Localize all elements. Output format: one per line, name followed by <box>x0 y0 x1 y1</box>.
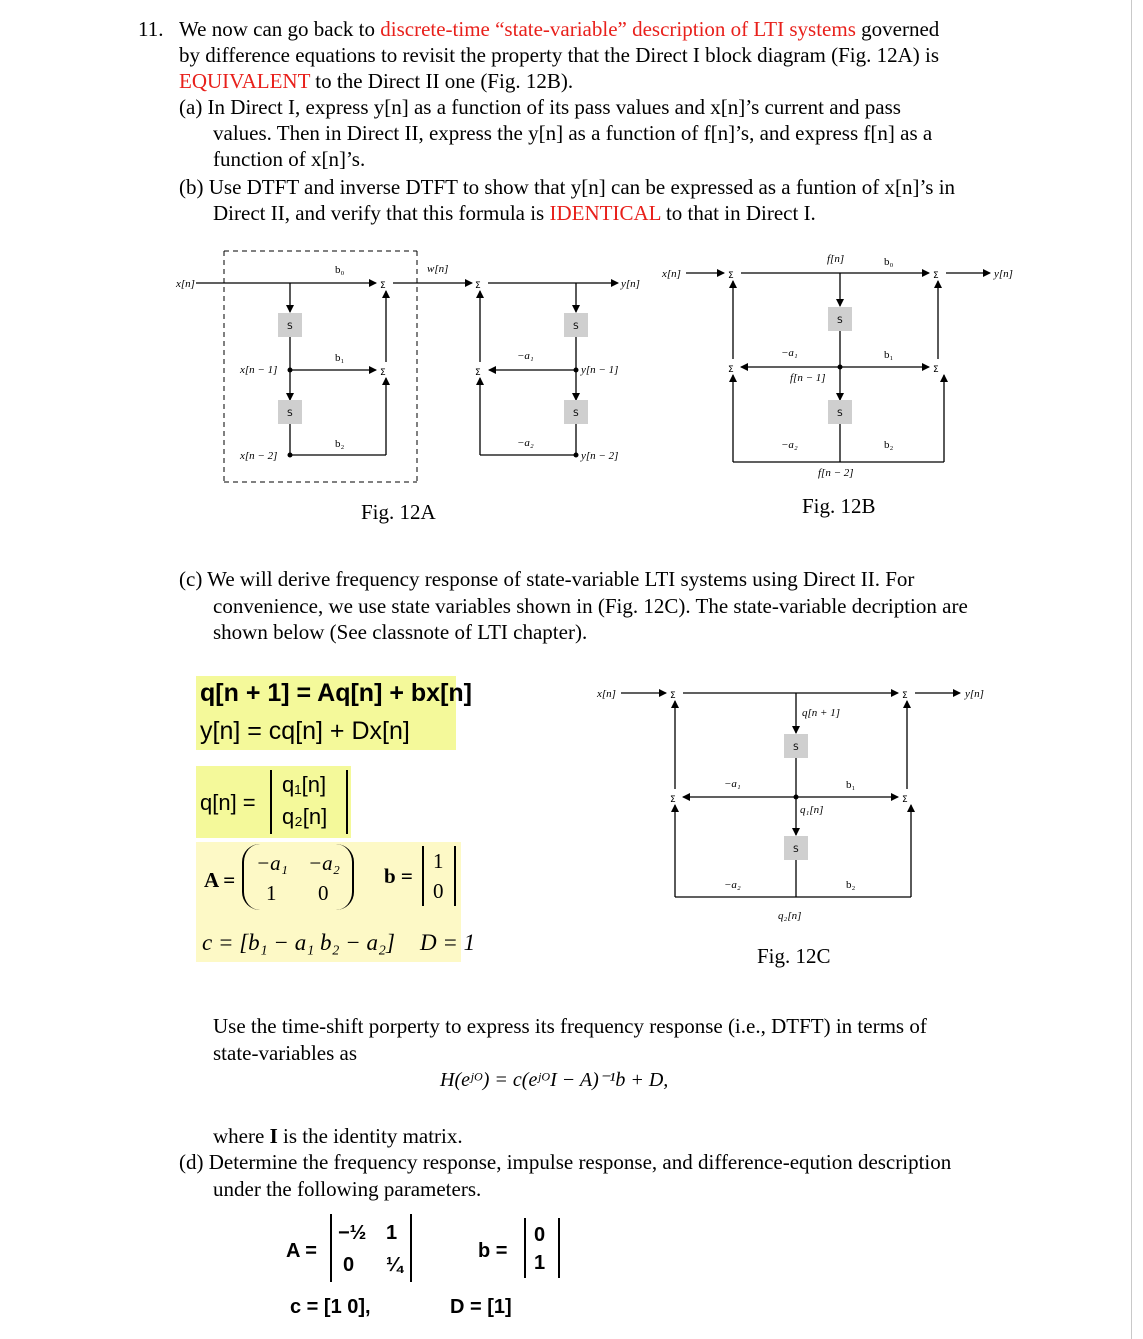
svg-text:Σ: Σ <box>902 691 908 701</box>
problem-line-2: by difference equations to revisit the property that the Direct I block diagram (Fig. 12A) is <box>179 43 940 67</box>
part-d-line-2: under the following parameters. <box>213 1177 482 1201</box>
A-22: 0 <box>318 881 329 905</box>
part-c-line-1: (c) We will derive frequency response of state-variable LTI systems using Direct II. For <box>179 567 915 591</box>
A-12: −a₂ <box>308 851 340 875</box>
state-equation-2: y[n] = cq[n] + Dx[n] <box>200 717 410 745</box>
part-b-line-1: (b) Use DTFT and inverse DTFT to show that y[n] can be expressed as a funtion of x[n]’s in <box>179 175 956 199</box>
A-matrix-lhs: A = <box>204 868 236 892</box>
param-A-lhs: A = <box>286 1240 317 1262</box>
param-A-22: ¼ <box>386 1254 403 1276</box>
use-line-2: state-variables as <box>213 1041 358 1065</box>
svg-text:S: S <box>573 322 579 332</box>
svg-text:y[n − 1]: y[n − 1] <box>581 364 619 376</box>
problem-number: 11. <box>138 17 164 41</box>
svg-text:Σ: Σ <box>670 691 676 701</box>
use-line-1: Use the time-shift porperty to express its frequency response (i.e., DTFT) in terms of <box>213 1014 927 1038</box>
caption-fig-12a: Fig. 12A <box>361 500 436 524</box>
q-vector-top: q₁[n] <box>282 772 327 797</box>
svg-text:x[n − 2]: x[n − 2] <box>240 450 278 462</box>
where-line: where I is the identity matrix. <box>213 1124 463 1148</box>
svg-text:S: S <box>793 743 799 753</box>
svg-text:f[n]: f[n] <box>827 253 845 265</box>
part-a-line-3: function of x[n]’s. <box>213 147 366 171</box>
svg-text:−a₁: −a₁ <box>781 347 798 359</box>
svg-text:Σ: Σ <box>475 281 481 291</box>
part-b-line-2: Direct II, and verify that this formula is IDENTICAL to that in Direct I. <box>213 201 816 225</box>
svg-text:S: S <box>793 845 799 855</box>
svg-text:f[n − 2]: f[n − 2] <box>818 467 854 479</box>
svg-text:y[n]: y[n] <box>621 278 640 290</box>
param-A-21: 0 <box>343 1254 355 1276</box>
svg-text:b₀: b₀ <box>335 264 345 276</box>
svg-text:−a₂: −a₂ <box>517 437 534 449</box>
svg-text:−a₂: −a₂ <box>781 439 798 451</box>
D-scalar: D = 1 <box>420 930 476 955</box>
svg-text:−a₁: −a₁ <box>724 778 741 790</box>
svg-text:w[n]: w[n] <box>427 263 449 275</box>
caption-fig-12c: Fig. 12C <box>757 944 831 968</box>
svg-text:b₁: b₁ <box>884 349 894 361</box>
part-c-line-3: shown below (See classnote of LTI chapter). <box>213 620 588 644</box>
svg-text:b₁: b₁ <box>846 779 856 791</box>
svg-text:Σ: Σ <box>933 271 939 281</box>
q-vector-bottom: q₂[n] <box>282 804 328 829</box>
svg-text:−a₁: −a₁ <box>517 350 534 362</box>
svg-text:S: S <box>837 316 843 326</box>
svg-text:f[n − 1]: f[n − 1] <box>790 372 826 384</box>
svg-text:Σ: Σ <box>728 271 734 281</box>
param-b-lhs: b = <box>478 1240 508 1262</box>
svg-text:b₀: b₀ <box>884 256 894 268</box>
svg-text:Σ: Σ <box>670 795 676 805</box>
svg-text:Σ: Σ <box>380 368 386 378</box>
part-a-line-1: (a) In Direct I, express y[n] as a function of its pass values and x[n]’s current and pass <box>179 95 901 119</box>
part-c-line-2: convenience, we use state variables shown in (Fig. 12C). The state-variable decription are <box>213 594 968 618</box>
fig-12b-diagram <box>661 253 1013 479</box>
svg-text:b₂: b₂ <box>884 439 894 451</box>
state-equation-1: q[n + 1] = Aq[n] + bx[n] <box>200 679 472 707</box>
svg-text:Σ: Σ <box>380 281 386 291</box>
svg-text:y[n − 2]: y[n − 2] <box>581 450 619 462</box>
b-2: 0 <box>433 879 444 903</box>
fig-12c-diagram <box>596 686 984 922</box>
param-D: D = [1] <box>450 1296 512 1318</box>
b-vector-lhs: b = <box>384 864 413 888</box>
svg-text:S: S <box>837 409 843 419</box>
caption-fig-12b: Fig. 12B <box>802 494 876 518</box>
param-c: c = [1 0], <box>290 1296 371 1318</box>
svg-text:x[n − 1]: x[n − 1] <box>240 364 278 376</box>
fig-12a-diagram <box>175 251 640 482</box>
param-A-12: 1 <box>386 1222 398 1244</box>
param-A-11: −½ <box>338 1222 367 1244</box>
problem-intro: We now can go back to discrete-time “state-variable” description of LTI systems governed <box>179 17 940 41</box>
b-1: 1 <box>433 849 444 873</box>
q-vector-lhs: q[n] = <box>200 790 256 815</box>
svg-text:−a₂: −a₂ <box>724 879 741 891</box>
svg-text:b₁: b₁ <box>335 352 345 364</box>
problem-line-3: EQUIVALENT to the Direct II one (Fig. 12B). <box>179 69 574 93</box>
A-11: −a₁ <box>256 851 288 875</box>
param-b-1: 0 <box>534 1224 546 1246</box>
part-d-line-1: (d) Determine the frequency response, impulse response, and difference-eqution description <box>179 1150 952 1174</box>
svg-text:q₂[n]: q₂[n] <box>778 910 802 922</box>
svg-text:Σ: Σ <box>475 368 481 378</box>
svg-text:x[n]: x[n] <box>662 268 681 280</box>
frequency-response-formula: H(eʲᴼ) = c(eʲᴼI − A)⁻¹b + D, <box>440 1069 669 1091</box>
svg-text:q[n + 1]: q[n + 1] <box>802 707 840 719</box>
part-a-line-2: values. Then in Direct II, express the y[n] as a function of f[n]’s, and express f[n] as a <box>213 121 933 145</box>
c-vector: c = [b₁ − a₁ b₂ − a₂] <box>202 930 395 955</box>
svg-text:S: S <box>573 409 579 419</box>
svg-text:y[n]: y[n] <box>965 688 984 700</box>
svg-text:b₂: b₂ <box>846 879 856 891</box>
A-21: 1 <box>266 881 277 905</box>
svg-text:b₂: b₂ <box>335 438 345 450</box>
svg-text:q₁[n]: q₁[n] <box>800 804 824 816</box>
label-x-n: x[n] <box>176 278 195 290</box>
svg-text:y[n]: y[n] <box>994 268 1013 280</box>
svg-text:S: S <box>287 322 293 332</box>
svg-text:Σ: Σ <box>728 365 734 375</box>
svg-text:Σ: Σ <box>902 795 908 805</box>
svg-text:S: S <box>287 409 293 419</box>
param-b-2: 1 <box>534 1252 546 1274</box>
svg-text:Σ: Σ <box>933 365 939 375</box>
svg-text:x[n]: x[n] <box>597 688 616 700</box>
